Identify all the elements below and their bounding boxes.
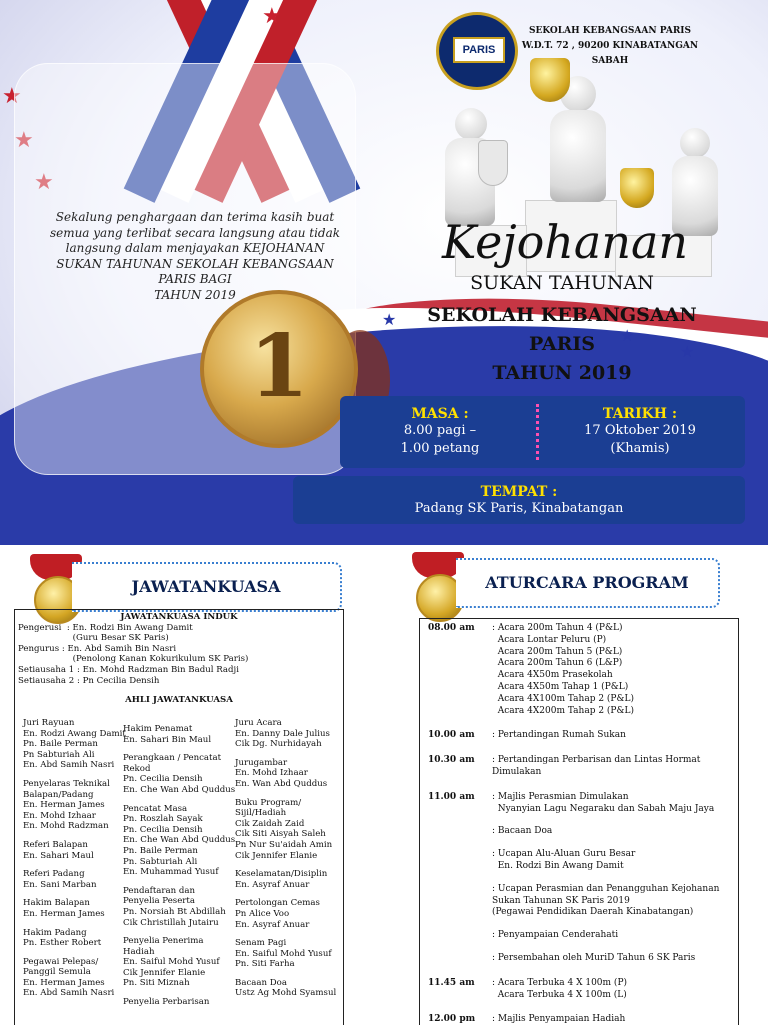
- event-subtitle: SEKOLAH KEBANGSAAN: [427, 304, 697, 326]
- program-time: 10.00 am: [428, 730, 475, 741]
- program-line: Acara Terbuka 4 X 100m (L): [492, 989, 627, 1000]
- committee-line: En. Herman James: [23, 908, 105, 919]
- committee-line: Pn. Sabturiah Ali: [123, 856, 198, 867]
- event-subtitle: TAHUN 2019: [492, 362, 632, 384]
- program-line: [492, 815, 734, 826]
- committee-line: Sijil/Hadiah: [235, 808, 287, 819]
- committee-line: Balapan/Padang: [23, 789, 94, 800]
- program-item: [428, 730, 734, 742]
- committee-line: Pn. Norsiah Bt Abdillah: [123, 906, 226, 917]
- program-line: Nyanyian Lagu Negaraku dan Sabah Maju Jaya: [492, 803, 715, 814]
- committee-line: En. Herman James: [23, 800, 105, 811]
- program-line: [492, 942, 734, 953]
- program-item: [428, 978, 734, 1002]
- committee-line: [123, 989, 238, 997]
- committee-line: En. Abd Samih Nasri: [23, 760, 115, 771]
- place-label: TEMPAT :: [480, 484, 558, 500]
- program-line: : Majlis Perasmian Dimulakan: [492, 791, 629, 802]
- committee-line: Juru Acara: [235, 718, 282, 728]
- program-line: : Bacaan Doa: [492, 826, 553, 837]
- program-line: : Ucapan Alu-Aluan Guru Besar: [492, 849, 636, 860]
- committee-line: [23, 832, 128, 840]
- committee-line: Hakim Penamat: [123, 724, 193, 734]
- divider: [536, 404, 539, 460]
- committee-line: En. Mohd Radzman: [23, 821, 109, 832]
- event-subtitle: PARIS: [528, 333, 596, 355]
- program-line: : Acara 200m Tahun 4 (P&L): [492, 623, 623, 633]
- committee-line: En. Danny Dale Julius: [235, 728, 330, 739]
- committee-column: [235, 718, 341, 999]
- committee-line: En. Sahari Bin Maul: [123, 734, 212, 745]
- committee-line: Pencatat Masa: [123, 803, 188, 814]
- committee-line: En. Asyraf Anuar: [235, 879, 310, 890]
- jawatankuasa-box: [14, 609, 344, 1025]
- committee-line: Jurugambar: [235, 757, 288, 768]
- committee-line: Pn. Roszlah Sayak: [123, 814, 203, 825]
- committee-line: [123, 928, 238, 936]
- figure-icon: [550, 110, 606, 202]
- committee-line: Ustz Ag Mohd Syamsul: [235, 988, 337, 999]
- date-label: TARIKH :: [602, 406, 678, 422]
- committee-line: Pegawai Pelepas/: [23, 956, 99, 967]
- committee-line: [235, 890, 341, 898]
- ahli-title: AHLI JAWATANKUASA: [125, 695, 233, 706]
- committee-line: Cik Jennifer Elanie: [235, 850, 318, 861]
- committee-line: En. Muhammad Yusuf: [123, 867, 219, 878]
- committee-line: Juri Rayuan: [23, 718, 75, 728]
- figure-icon: [455, 108, 487, 140]
- committee-line: Panggil Semula: [23, 967, 91, 978]
- committee-line: [123, 745, 238, 753]
- committee-line: Referi Padang: [23, 869, 85, 880]
- committee-line: En. Saiful Mohd Yusuf: [123, 957, 220, 968]
- star-icon: ★: [382, 310, 397, 329]
- place-box: [293, 476, 745, 524]
- time-value: 1.00 petang: [400, 441, 480, 456]
- committee-line: En. Herman James: [23, 977, 105, 988]
- induk-list: [15, 623, 343, 687]
- committee-line: Pn. Esther Robert: [23, 938, 102, 949]
- program-line: [492, 838, 734, 849]
- committee-line: [235, 790, 341, 798]
- committee-line: Pn Alice Voo: [235, 908, 290, 919]
- program-line: Acara 4X50m Prasekolah: [492, 670, 613, 681]
- program-line: Acara 4X200m Tahap 2 (P&L): [492, 705, 634, 716]
- program-line: : Pertandingan Rumah Sukan: [492, 730, 626, 741]
- committee-line: Pn. Baile Perman: [23, 739, 98, 750]
- committee-line: En. Che Wan Abd Quddus: [123, 835, 236, 846]
- committee-line: En. Wan Abd Quddus: [235, 778, 328, 789]
- program-item: [428, 623, 734, 717]
- program-line: : Majlis Penyampaian Hadiah: [492, 1014, 626, 1025]
- committee-column: [23, 718, 128, 999]
- committee-line: [235, 930, 341, 938]
- committee-line: En. Abd Samih Nasri: [23, 988, 115, 999]
- program-line: Sukan Tahunan SK Paris 2019: [492, 895, 630, 906]
- committee-line: Pn. Baile Perman: [123, 845, 198, 856]
- committee-line: En. Sani Marban: [23, 879, 97, 890]
- committee-line: Perangkaan / Pencatat: [123, 753, 222, 764]
- committee-line: Keselamatan/Disiplin: [235, 869, 328, 880]
- trophy-icon: [530, 58, 570, 102]
- jawatankuasa-heading: JAWATANKUASA: [72, 562, 342, 612]
- star-icon: ★: [620, 326, 635, 345]
- committee-line: Cik Siti Aisyah Saleh: [235, 829, 326, 840]
- committee-line: Pn. Cecilia Densih: [123, 824, 203, 835]
- induk-title: JAWATANKUASA INDUK: [120, 612, 238, 622]
- committee-line: Pn. Siti Miznah: [123, 978, 190, 989]
- program-item: [428, 755, 734, 779]
- committee-line: Pendaftaran dan: [123, 885, 196, 896]
- program-line: : Ucapan Perasmian dan Penangguhan Kejohanan: [492, 883, 720, 894]
- event-title: Kejohanan: [441, 215, 689, 269]
- medal-number: 1: [249, 316, 309, 417]
- committee-line: [23, 861, 128, 869]
- program-line: (Pegawai Pendidikan Daerah Kinabatangan): [492, 907, 694, 918]
- committee-line: Senam Pagi: [235, 938, 287, 949]
- program-time: 11.00 am: [428, 791, 475, 802]
- committee-line: [23, 890, 128, 898]
- committee-line: Pn. Cecilia Densih: [123, 774, 203, 785]
- program-time: 12.00 pm: [428, 1014, 476, 1025]
- program-line: : Penyampaian Cenderahati: [492, 930, 619, 941]
- program-time: 08.00 am: [428, 623, 475, 633]
- time-date-box: [340, 396, 745, 468]
- committee-line: [235, 861, 341, 869]
- aturcara-box: [419, 618, 739, 1025]
- committee-line: Pn Nur Su'aidah Amin: [235, 839, 333, 850]
- committee-line: En. Mohd Izhaar: [23, 810, 96, 821]
- program-line: : Pertandingan Perbarisan dan Lintas Hormat: [492, 755, 701, 766]
- program-item: [428, 1014, 734, 1025]
- place-value: Padang SK Paris, Kinabatangan: [414, 501, 624, 516]
- trophy-icon: [478, 140, 508, 186]
- gold-medal-icon: [200, 290, 358, 448]
- thanks-message: Sekalung penghargaan dan terima kasih buat semua yang terlibat secara langsung atau tidak langsung dalam menjayakan KEJOHANAN SUKAN TAHUNAN SEKOLAH KEBANGSAAN PARIS BAGI TAHUN 2019: [49, 210, 341, 302]
- figure-icon: [680, 128, 710, 158]
- committee-line: En. Che Wan Abd Quddus: [123, 784, 236, 795]
- committee-line: Hakim Padang: [23, 927, 87, 938]
- aturcara-heading: ATURCARA PROGRAM: [456, 558, 720, 608]
- committee-line: [123, 796, 238, 804]
- committee-line: Cik Jennifer Elanie: [123, 967, 206, 978]
- committee-line: [23, 920, 128, 928]
- star-icon: ★: [14, 128, 34, 153]
- committee-line: Pn. Siti Farha: [235, 959, 295, 970]
- event-subtitle: SUKAN TAHUNAN: [470, 272, 654, 294]
- program-line: : Acara Terbuka 4 X 100m (P): [492, 977, 628, 988]
- committee-line: Hadiah: [123, 946, 155, 957]
- program-line: [492, 919, 734, 930]
- school-logo: PARIS: [436, 12, 518, 90]
- school-address: SEKOLAH KEBANGSAAN PARIS W.D.T. 72 , 90200 KINABATANGAN SABAH: [521, 26, 699, 66]
- star-icon: ★: [262, 4, 282, 29]
- program-line: Acara Lontar Peluru (P): [492, 634, 607, 645]
- program-time: 11.45 am: [428, 977, 475, 988]
- committee-line: En. Mohd Izhaar: [235, 768, 308, 779]
- committee-line: Cik Dg. Nurhidayah: [235, 739, 322, 750]
- program-line: : Persembahan oleh MuriD Tahun 6 SK Paris: [492, 952, 696, 963]
- program-line: Acara 200m Tahun 6 (L&P): [492, 658, 623, 669]
- star-icon: ★: [2, 84, 22, 109]
- committee-line: En. Asyraf Anuar: [235, 919, 310, 930]
- committee-line: Pn Sabturiah Ali: [23, 749, 95, 760]
- committee-line: Buku Program/: [235, 797, 302, 808]
- trophy-icon: [620, 168, 654, 208]
- program-line: Dimulakan: [492, 766, 542, 777]
- program-time: 10.30 am: [428, 755, 475, 766]
- committee-line: Cik Christillah Jutairu: [123, 917, 219, 928]
- committee-line: Pertolongan Cemas: [235, 898, 320, 909]
- committee-line: En. Saiful Mohd Yusuf: [235, 948, 332, 959]
- committee-line: Hakim Balapan: [23, 898, 90, 909]
- program-item: [428, 792, 734, 965]
- date-value: 17 Oktober 2019: [584, 423, 696, 438]
- committee-line: Bacaan Doa: [235, 977, 287, 988]
- induk-line: Setiausaha 1 : En. Mohd Radzman Bin Badul Radji: [18, 664, 239, 675]
- program-line: [492, 873, 734, 884]
- program-line: Acara 4X50m Tahap 1 (P&L): [492, 681, 629, 692]
- time-label: MASA :: [411, 406, 469, 422]
- committee-line: En. Rodzi Awang Damit: [23, 728, 126, 739]
- induk-line: Pengerusi : En. Rodzi Bin Awang Damit: [18, 622, 193, 633]
- committee-line: [23, 949, 128, 957]
- committee-line: Rekod: [123, 763, 151, 774]
- program-line: Acara 4X100m Tahap 2 (P&L): [492, 693, 634, 704]
- induk-line: Setiausaha 2 : Pn Cecilia Densih: [18, 675, 160, 686]
- date-value: (Khamis): [610, 441, 670, 456]
- program-line: En. Rodzi Bin Awang Damit: [492, 860, 624, 871]
- aturcara-list: [428, 623, 734, 1025]
- committee-line: Penyelaras Teknikal: [23, 778, 110, 789]
- committee-line: Penyelia Peserta: [123, 896, 195, 907]
- star-icon: ★: [34, 170, 54, 195]
- program-line: Acara 200m Tahun 5 (P&L): [492, 646, 623, 657]
- committee-line: [123, 878, 238, 886]
- induk-line: Pengurus : En. Abd Samih Bin Nasri: [18, 643, 177, 654]
- time-value: 8.00 pagi –: [403, 423, 477, 438]
- star-icon: ★: [680, 342, 695, 361]
- committee-line: [235, 750, 341, 758]
- committee-line: [23, 771, 128, 779]
- committee-line: Referi Balapan: [23, 839, 88, 850]
- committee-line: Cik Zaidah Zaid: [235, 818, 305, 829]
- committee-column: [123, 724, 238, 1008]
- committee-line: Penyelia Perbarisan: [123, 997, 210, 1008]
- induk-line: (Guru Besar SK Paris): [18, 633, 169, 644]
- committee-line: En. Sahari Maul: [23, 850, 94, 861]
- committee-line: Penyelia Penerima: [123, 936, 204, 947]
- committee-line: [235, 970, 341, 978]
- induk-line: (Penolong Kanan Kokurikulum SK Paris): [18, 654, 249, 665]
